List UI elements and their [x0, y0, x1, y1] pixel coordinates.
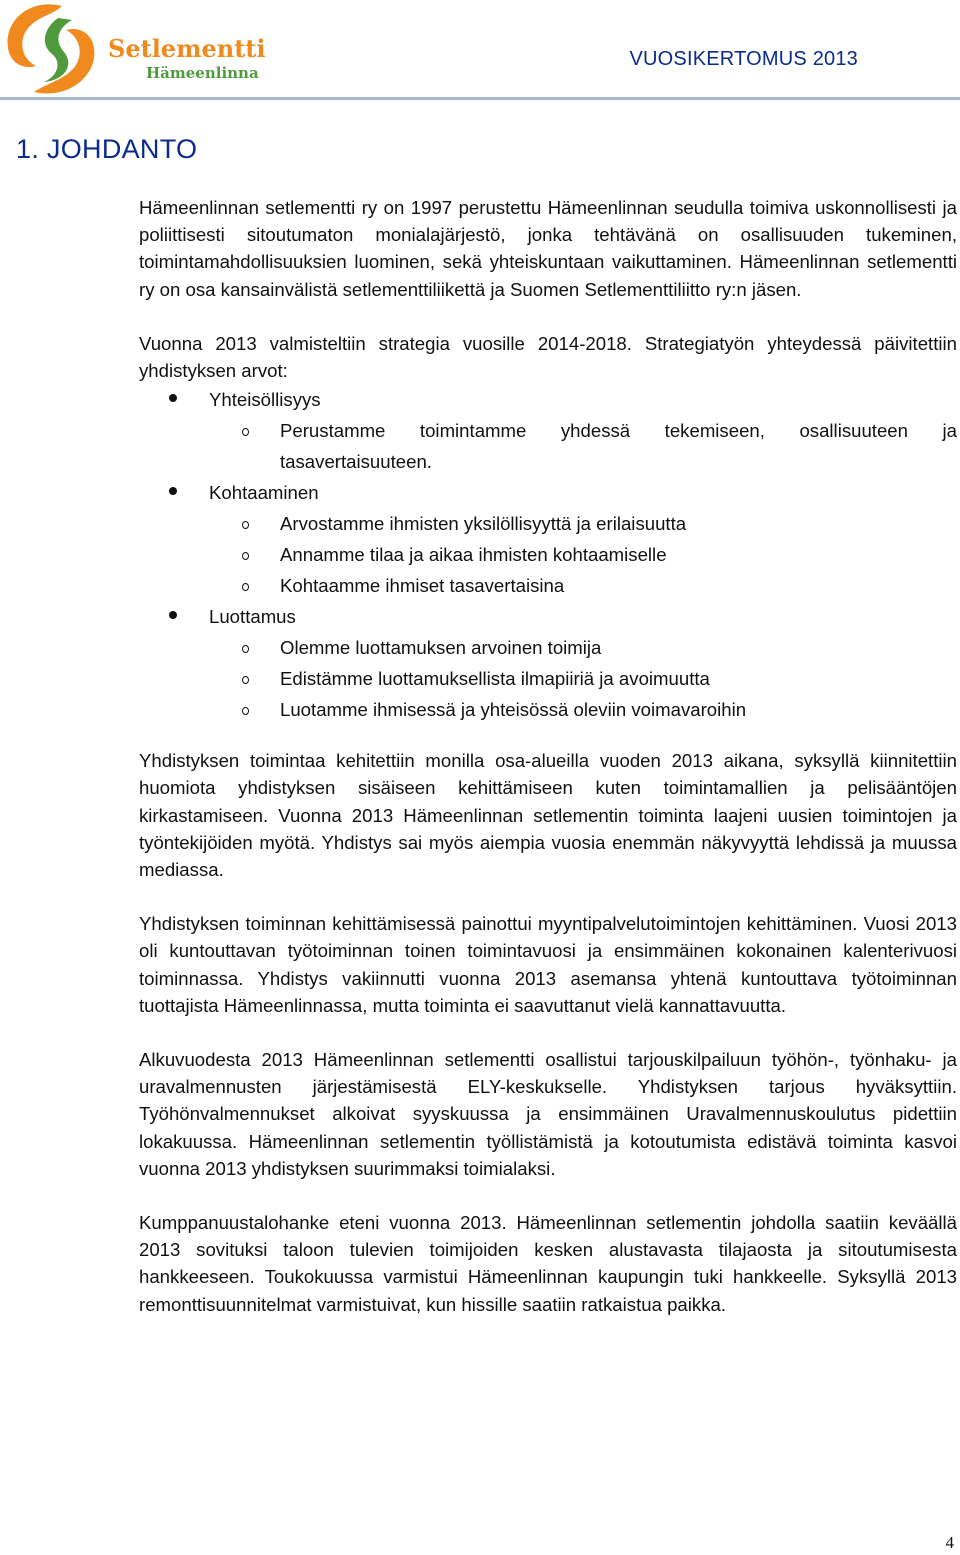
strategy-paragraph: Vuonna 2013 valmisteltiin strategia vuosille 2014-2018. Strategiatyön yhteydessä päivitettiin yhdistyksen arvot:: [139, 332, 957, 382]
value-sublist: [209, 632, 957, 725]
circle-bullet-icon: [242, 428, 249, 436]
logo-name: Setlementti: [108, 34, 266, 63]
value-subitem-text: Luotamme ihmisessä ja yhteisössä oleviin voimavaroihin: [280, 699, 747, 721]
value-subitem: [209, 632, 957, 663]
intro-paragraph: Hämeenlinnan setlementti ry on 1997 perustettu Hämeenlinnan seudulla toimiva uskonnollisesti ja poliittisesti sitoutumaton monialajärjestö, jonka tehtävänä on osallisuuden tukeminen, toimintamahdollisuuksien luominen, sekä yhteiskuntaan vaikuttaminen. Hämeenlinnan setlementti ry on osa kansainvälistä setlementtiliikettä ja Suomen Setlementtiliitto ry:n jäsen.: [139, 197, 957, 300]
value-title: Kohtaaminen: [209, 482, 319, 504]
bullet-icon: [169, 487, 177, 495]
value-title: Yhteisöllisyys: [209, 389, 321, 411]
value-subitem: [209, 415, 957, 477]
header-divider: [0, 97, 960, 100]
document-body: [139, 194, 957, 1318]
value-subitem: [209, 570, 957, 601]
value-subitem: [209, 694, 957, 725]
circle-bullet-icon: [242, 552, 249, 560]
circle-bullet-icon: [242, 707, 249, 715]
value-sublist: [209, 508, 957, 601]
value-item: [139, 477, 957, 601]
circle-bullet-icon: [242, 583, 249, 591]
circle-bullet-icon: [242, 521, 249, 529]
circle-bullet-icon: [242, 645, 249, 653]
body-paragraph: Yhdistyksen toimintaa kehitettiin monilla osa-alueilla vuoden 2013 aikana, syksyllä kiinnitettiin huomiota yhdistyksen sisäiseen kehittämiseen kuten toimintamallien ja pelisääntöjen kirkastamiseen. Vuonna 2013 Hämeenlinnan setlementin toiminta laajeni uusien toimintojen ja työntekijöiden myötä. Yhdistys sai myös aiempia vuosia enemmän näkyvyyttä lehdissä ja muussa mediassa.: [139, 750, 957, 881]
circle-bullet-icon: [242, 676, 249, 684]
value-subitem: [209, 508, 957, 539]
logo-city: Hämeenlinna: [146, 64, 259, 82]
value-subitem-text: Annamme tilaa ja aikaa ihmisten kohtaamiselle: [280, 544, 667, 566]
page-header: [0, 0, 960, 100]
body-paragraph: Kumppanuustalohanke eteni vuonna 2013. Hämeenlinnan setlementin johdolla saatiin keväällä 2013 sovituksi taloon tulevien toimijoiden kesken alustavasta tilajaosta ja sitoutumisesta hankkeeseen. Toukokuussa varmistui Hämeenlinnan kaupungin tuki hankkeelle. Syksyllä 2013 remonttisuunnitelmat varmistuivat, kun hissille saatiin ratkaistua paikka.: [139, 1212, 957, 1315]
page-number: 4: [945, 1533, 954, 1552]
logo-swirl-icon: [0, 0, 110, 96]
bullet-icon: [169, 394, 177, 402]
value-subitem-text: Arvostamme ihmisten yksilöllisyyttä ja erilaisuutta: [280, 513, 687, 535]
value-subitem-text: Perustamme toimintamme yhdessä tekemiseen, osallisuuteen ja tasavertaisuuteen.: [280, 420, 957, 473]
value-title: Luottamus: [209, 606, 296, 628]
section-heading: 1. JOHDANTO: [16, 134, 198, 164]
value-subitem-text: Kohtaamme ihmiset tasavertaisina: [280, 575, 565, 597]
value-item: [139, 601, 957, 725]
setlementti-logo: [0, 0, 275, 96]
value-subitem: [209, 663, 957, 694]
values-list: [139, 384, 957, 725]
report-title: VUOSIKERTOMUS 2013: [629, 48, 858, 70]
value-subitem-text: Edistämme luottamuksellista ilmapiiriä ja avoimuutta: [280, 668, 710, 690]
value-subitem-text: Olemme luottamuksen arvoinen toimija: [280, 637, 602, 659]
value-subitem: [209, 539, 957, 570]
bullet-icon: [169, 611, 177, 619]
value-sublist: [209, 415, 957, 477]
body-paragraph: Alkuvuodesta 2013 Hämeenlinnan setlementti osallistui tarjouskilpailuun työhön-, työnhaku- ja uravalmennusten järjestämisestä ELY-keskukselle. Yhdistyksen tarjous hyväksyttiin. Työhönvalmennukset alkoivat syyskuussa ja ensimmäinen Uravalmennuskoulutus pidettiin lokakuussa. Hämeenlinnan setlementin työllistämistä ja kotoutumista edistävä toiminta kasvoi vuonna 2013 yhdistyksen suurimmaksi toimialaksi.: [139, 1049, 957, 1179]
body-paragraph: Yhdistyksen toiminnan kehittämisessä painottui myyntipalvelutoimintojen kehittäminen. Vuosi 2013 oli kuntouttavan työtoiminnan toinen toimintavuosi ja ensimmäinen kokonainen kalenterivuosi toiminnassa. Yhdistys vakiinnutti vuonna 2013 asemansa yhtenä kuntouttava työtoiminnan tuottajista Hämeenlinnassa, mutta toiminta ei saavuttanut vielä kannattavuutta.: [139, 913, 957, 1016]
value-item: [139, 384, 957, 477]
